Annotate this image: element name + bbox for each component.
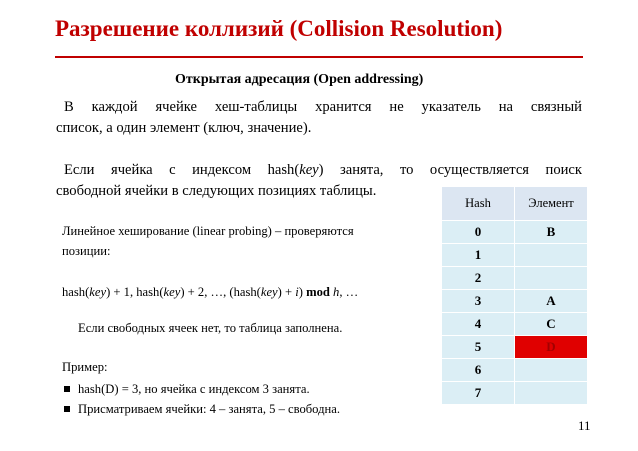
table-row	[442, 267, 588, 290]
paragraph-2-text-a: Если ячейка с индексом hash(	[64, 162, 300, 178]
linear-probing-line-1: Линейное хеширование (linear probing) – проверяются	[62, 224, 354, 238]
table-row	[442, 290, 588, 313]
example-bullet-text: Присматриваем ячейки: 4 – занята, 5 – свободна.	[78, 402, 340, 416]
paragraph-2-key: key	[299, 162, 319, 178]
hash-table	[441, 186, 588, 405]
formula-part: ) +	[277, 285, 296, 299]
paragraph-1-line-1: В каждой ячейке хеш-таблицы хранится не указатель на связный	[64, 99, 582, 115]
formula-mod: mod	[306, 285, 330, 299]
formula-part: hash(	[62, 285, 90, 299]
element-cell	[515, 382, 588, 405]
page-number: 11	[578, 418, 591, 433]
bullet-square-icon	[64, 386, 70, 392]
formula-key: key	[89, 285, 107, 299]
table-row	[442, 336, 588, 359]
paragraph-1-line-2: список, а один элемент (ключ, значение).	[56, 120, 312, 136]
example-bullet-text: hash(D) = 3, но ячейка с индексом 3 занята.	[78, 382, 310, 396]
hash-column-header: Hash	[442, 187, 515, 221]
formula-var-h: h	[333, 285, 340, 299]
table-row	[442, 359, 588, 382]
example-bullet	[62, 382, 310, 397]
hash-index-cell: 4	[442, 313, 515, 336]
table-row	[442, 221, 588, 244]
table-full-note: Если свободных ячеек нет, то таблица заполнена.	[78, 321, 343, 335]
table-row	[442, 244, 588, 267]
formula-part: , …	[339, 285, 359, 299]
formula-key: key	[260, 285, 278, 299]
element-cell	[515, 244, 588, 267]
element-cell: C	[515, 313, 588, 336]
hash-index-cell: 6	[442, 359, 515, 382]
formula-part: ) + 1, hash(	[106, 285, 164, 299]
table-row	[442, 313, 588, 336]
hash-index-cell: 1	[442, 244, 515, 267]
paragraph-2-line-1	[64, 160, 582, 181]
element-cell	[515, 267, 588, 290]
hash-index-cell: 3	[442, 290, 515, 313]
element-column-header: Элемент	[515, 187, 588, 221]
example-bullet	[62, 402, 340, 417]
paragraph-2-text-b: ) занята, то осуществляется поиск	[318, 162, 582, 178]
example-label: Пример:	[62, 360, 108, 374]
table-row	[442, 382, 588, 405]
title-divider	[55, 56, 583, 58]
formula-part: ) + 2, …, (hash(	[180, 285, 261, 299]
slide-subtitle: Открытая адресация (Open addressing)	[175, 72, 424, 87]
formula-part: )	[298, 285, 307, 299]
bullet-square-icon	[64, 406, 70, 412]
hash-index-cell: 0	[442, 221, 515, 244]
formula-var-i: i	[295, 285, 299, 299]
element-cell: A	[515, 290, 588, 313]
element-cell-highlighted: D	[515, 336, 588, 359]
element-cell: B	[515, 221, 588, 244]
probing-formula	[62, 285, 358, 300]
hash-table-header-row	[442, 187, 588, 221]
hash-index-cell: 7	[442, 382, 515, 405]
linear-probing-line-2: позиции:	[62, 244, 111, 258]
hash-index-cell: 2	[442, 267, 515, 290]
element-cell	[515, 359, 588, 382]
paragraph-2-line-2: свободной ячейки в следующих позициях таблицы.	[56, 183, 377, 199]
hash-index-cell: 5	[442, 336, 515, 359]
formula-key: key	[163, 285, 181, 299]
slide-title: Разрешение коллизий (Collision Resolution)	[55, 16, 503, 41]
